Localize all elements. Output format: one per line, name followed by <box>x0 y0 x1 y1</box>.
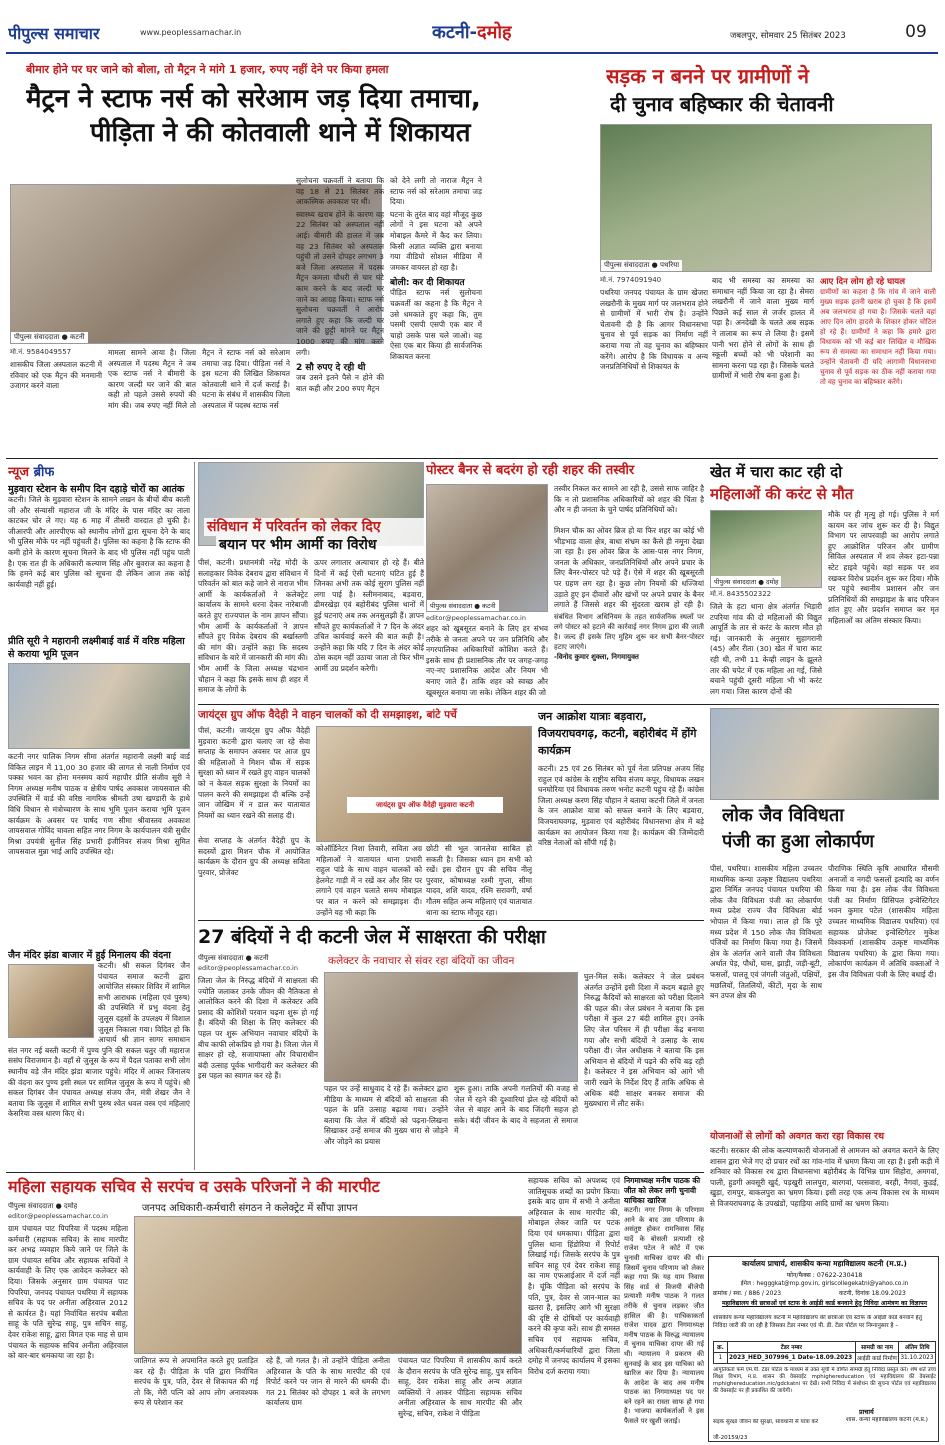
story1-col3: मैट्रन ने स्टाफ नर्स को सरेआम तमाचा जड़ दिया। पीड़िता नर्स ने इस घटना की लिखित शिकायत कोतवाली थाने में दर्ज कराई है। घटना के संबंध में शासकीय जिला अस्पताल में पदस्थ स्टाफ नर्स <box>202 348 290 410</box>
story11-email: editor@peoplessamachar.co.in <box>8 1212 108 1220</box>
story4-quote-by: -विनोद कुमार शुक्ला, निगमायुक्त <box>554 653 639 661</box>
section-title-left: कटनी- <box>432 22 478 43</box>
story8-col1: पीसं, पथरिया। शासकीय महिला उच्चतर माध्यमिक कन्या उत्कृष्ट विद्यालय पथरिया द्वारा निर्मित जनपद पंचायत पथरिया की लोक जैव विविधता पंजी का लोकार्पण मध्य प्रदेश राज्य जैव विविधता बोर्ड भोपाल में किया गया। लाल हो कि पूरे मध्य प्रदेश में 150 लोक जैव विविधता पंजियों का निर्माण किया गया है। जिसमें क्षेत्र के अंतर्गत आने वाली जैव विविधता अर्थात पेड़, पौधों, घास, झाड़ी, जड़ी-बूटी, फसलों, पालतू एवं जंगली जंतुओं, पक्षियों, मछलियों, तितलियों, कीटों, मृदा के साथ बन उपज क्षेत्र की <box>710 864 822 1001</box>
story10-email: editor@peoplessamachar.co.in <box>198 964 298 972</box>
news-brief <box>6 462 192 1170</box>
story1-col4-para3: जब उसने इतने पैसे न होने की बात कही और 200 रुपए मैट्रन <box>296 373 384 393</box>
story-bhim-army <box>198 462 424 702</box>
story-biodiversity-register <box>708 708 939 1128</box>
story1-kicker: बीमार होने पर घर जाने को बोला, तो मैट्रन ने मांगे 1 हजार, रुपए नहीं देने पर किया हमला <box>26 63 389 76</box>
story-matron-slap <box>6 58 592 458</box>
masthead-website: www.peoplessamachar.in <box>140 28 242 37</box>
story1-mobile: मो.नं. 9584049557 <box>10 348 72 356</box>
notice-table-cell: 1 <box>714 1353 728 1364</box>
story10-headline: 27 बंदियों ने दी कटनी जेल में साक्षरता की परीक्षा <box>198 926 546 948</box>
story10-photo <box>324 972 578 1082</box>
story11-photo-caption: पीपुल्स संवाददाता ● दमोह <box>8 1202 78 1210</box>
news-brief-item3-photo <box>8 964 94 1038</box>
story-jan-aakrosh <box>536 708 704 918</box>
story-jail-literacy <box>198 924 704 1170</box>
story2-col1: पथरिया जनपद पंचायत के ग्राम खेजरा लखरौनी के मुख्य मार्ग पर जलभराव होने से ग्रामीणों में भारी रोष है। उन्होंने चेतावनी दी है कि आगर विधानसभा चुनाव से पूर्व सड़क का निर्माण नहीं कराया गया तो वह चुनाव का बहिष्कार करेंगे। आरोप है कि विधायक व अन्य जनप्रतिनिधियों से शिकायत के <box>600 288 708 372</box>
notice-table <box>713 1341 936 1364</box>
story2-headline-line1: सड़क न बनने पर ग्रामीणों ने <box>606 64 809 88</box>
story11-col5: सहायक सचिव को अपशब्द एवं जातिसूचक शब्दों का प्रयोग किया। इसके बाद ग्राम में सभी ने अनीता अहिरवाल के साथ मारपीट की, मोबाइल लेकर जाति पर पटक दिया एवं धमकाया। पीड़िता द्वारा पुलिस थाना हिंडोरिया में रिपोर्ट लिखाई गई। जिसके सरपंच के पुत्र सचिन साहू एवं देवर राकेश साहू का नाम एफआईआर में दर्ज नहीं है। चूंकि पीड़िता को सरपंच के पति, पुत्र, देवर से जान-माल का खतरा है, इसलिए आगे भी सुरक्षा की दृष्टि से दोषियों पर कार्यवाही करने की कृपा करें। साथ ही समस्त सचिव एवं सहायक सचिव, अधिकारी/कर्मचारियों द्वारा जिला दमोह में जनपद कार्यालय में इसका विरोध दर्ज कराया गया। <box>528 1176 620 1376</box>
notice-table-header-row <box>714 1342 936 1353</box>
news-brief-item3 <box>8 948 190 1170</box>
story3-col2: ऊपर लगातार अत्याचार हो रहे हैं। बीते दिनों में कई ऐसी घटनाएं घटित हुई हैं जिनका अभी तक कोई सुराग पुलिस नहीं लगा पाई है। स्लीमनाबाद, बड़वारा, ढीमरखेड़ा एवं बहोरीबंद पुलिस थानों में हुई घटनाएं अब तक अनसुलझी हैं। ज्ञापन सौंपते हुए कार्यकर्ताओं ने 7 दिन के अंदर उचित कार्यवाई करने की बात कही है। उन्होंने कहा कि यदि 7 दिन के अंदर कोई ठोस कदम नहीं उठाया जाता तो फिर भीम आर्मी उग्र प्रदर्शन करेगी। <box>314 558 424 673</box>
story6-col2: सेवा सप्ताह के अंतर्गत वैदेही ग्रुप के सदस्यों द्वारा मिशन चौक में आयोजित कार्यक्रम के दौरान ग्रुप की अध्यक्ष सविता पुरवार, प्रोजेक्ट <box>198 836 310 877</box>
story8-headline-line2: पंजी का हुआ लोकार्पण <box>722 831 875 852</box>
news-brief-item1 <box>8 482 190 632</box>
story4-quote-text: संबंधित विभाग अधिनियम के तहत सार्वजनिक स्थलों पर लगे पोस्टर को हटाने की कार्रवाई नगर निगम द्वारा की जाती है। जल्द ही इसके लिए मुहिम शुरू कर सभी बैनर-पोस्टर हटाए जाएंगे। <box>554 613 704 651</box>
story-assistant-secretary-assault <box>6 1176 522 1442</box>
notice-ref-date: कटनी, दिनांक 18.09.2023 <box>839 1290 906 1297</box>
story12-body: कटनी। नगर निगम के परिणाम आने के बाद उस परिणाम के असंतुष्ट होकर रामनिवास सिंह यादें के बोसली प्रत्याशी रहे राजेश पटेल ने कोर्ट में एक चुनावी याचिका दायर की थी। जिसमें चुनाव परिणाम को लेकर कहा गया कि यह याम निवास सिंह वार्ड से विजयी बीजेपी प्रत्याशी मनीष पाठक ने गलत तरीके से चुनाव लड़कर जीत हासिल की है। याचिकाकर्ता राजेश यादव द्वारा निगमाध्यक्ष मनीष पाठक के विरुद्ध न्यायालय में चुनाव याचिका दायर की गई थी। न्यायालय ने प्रकरण की सुनवाई के बाद इस याचिका को खारिज कर दिया है। न्यायालय के आदेश के बाद अब मनीष पाठक का निगमाध्यक्ष पद पर बने रहने का रास्ता साफ हो गया है। भाजपा कार्यकर्ताओं ने इस फैसले पर खुशी जताई। <box>624 1206 704 1426</box>
story1-col5-para3: पीड़ित स्टाफ नर्स सुलोचना चक्रवर्ती का कहना है कि मैट्रन ने उसे धमकाते हुए कहा कि, तुम पसमी एसपी एसपी एक बार में चाहो उसके पास चले जाओ। वह ऐसा एक बार किया ही सार्वजनिक शिकायत करना <box>390 288 482 361</box>
notice-table-cell: आईडी कार्ड निर्माण <box>855 1353 899 1364</box>
story2-headline-line2: दी चुनाव बहिष्कार की चेतावनी <box>610 92 834 116</box>
story2-box <box>820 276 936 448</box>
story1-headline-line1: मैट्रन ने स्टाफ नर्स को सरेआम जड़ दिया तमाचा, <box>26 84 481 114</box>
story4-col2b: मिशन चौक का ओवर ब्रिज हो या फिर शहर का कोई भी भीड़भाड़ वाला क्षेत्र, बाधा संभ्रम का कैसे ही नमूना देखा जा रहा है। इस ओवर ब्रिज के आस-पास नगर निगम, जनता के अधिकार, जनप्रतिनिधियों और अपने प्रचार के लिए बैनर-पोस्टर पटे पड़े हैं। ऐसे में शहर की खूबसूरती पर ग्रहण लग रहा है। कुछ लोग नियमों की धज्जियां उड़ाते हुए इन दीवारों और खंभों पर अपने प्रचार के बैनर लगाते हैं जिससे शहर की सुंदरता खराब हो रही है। <box>554 526 704 610</box>
story5-mobile: मो.नं. 8435502322 <box>710 590 772 598</box>
notice-signatory: प्राचार्य <box>859 1408 874 1416</box>
story6-headline: जायंट्स ग्रुप ऑफ वैदेही ने वाहन चालकों को दी समझाइश, बांटे पर्चे <box>198 709 457 721</box>
notice-table-header: सामग्री का नाम <box>855 1342 899 1353</box>
notice-tagline: सड़क सुरक्षा जीवन की सुरक्षा, सावधानी से यात्रा करें <box>713 1419 819 1425</box>
section-title <box>432 20 512 44</box>
notice-title: कार्यालय प्राचार्य, शासकीय कन्या महाविद्यालय कटनी (म.प्र.) <box>742 1259 907 1268</box>
notice-ref-no: क्रमांक / स्था. / 886 / 2023 <box>713 1290 782 1297</box>
notice-intro: शासकीय कन्या महाविद्यालय कटनी में महाविद्यालय की छात्राओं एवं स्टाफ के आईडी कार्ड बनवाने हेतु निविदा जारी की जा रही है जिसका टेंडर नम्बर एवं पी. डी. टेंडर पोर्टल पर निम्नानुसार है – <box>713 1315 922 1329</box>
story11-col1: ग्राम पंचायत पाट पिपरिया में पदस्थ महिला कर्मचारी (सहायक सचिव) के साथ मारपीट कर अभद्र व्यवहार किये जाने पर जिले के ग्राम पंचायत सचिव और सहायक सचिवों ने कार्यवाही के लिए एक आवेदन कलेक्टर को दिया। जिसके अनुसार ग्राम पंचायत पाट पिपरिया, जनपद पंचायत पथरिया में सहायक सचिव के पद पर अनीता अहिरवाल 2012 से कार्यरत है। यहां निर्वाचित सरपंच बबीता साहू के पति सुरेन्द्र साहू, पुत्र सचिन साहू, देवर राकेश साहू, द्वारा विगत एक माह से ग्राम पंचायत के सहायक सचिव अनीता अहिरवाल को बार-बार धमकाया जा रहा है। <box>8 1224 128 1361</box>
story10-photo-caption: पीपुल्स संवाददाता ● कटनी <box>198 954 269 962</box>
story2-box-text: ग्रामीणों का कहना है कि गांव में जाने वाली मुख्य सड़क इतनी खराब हो चुका है कि इसमें अब जलभराव हो गया है। जिसके चलते वहां आए दिन लोग हादसे के शिकार होकर चोटिल हो रहे हैं। ग्रामीणों ने कहा कि हमारे द्वारा विधायक को भी कई बार लिखित व मौखिक रूप से समस्या का समाधान नहीं किया गया। उन्होंने चेतावनी दी यदि आगामी विधानसभा चुनाव से पूर्व सड़क का ठीक नहीं कराया गया तो वह चुनाव का बहिष्कार करेंगे। <box>820 288 936 386</box>
notice-signatory-org: शास. कन्या महाविद्यालय कटनी (म.प्र.) <box>846 1417 928 1423</box>
story4-quote <box>554 612 704 702</box>
story4-headline: पोस्टर बैनर से बदरंग हो रही शहर की तस्वीर <box>426 463 635 478</box>
news-brief-item3-body: कटनी। श्री सकल दिगंबर जैन पंचायत समाज कटनी द्वारा आयोजित संस्कार शिविर में शामिल सभी आराधक (महिला एवं पुरुष) की उपस्थिति में प्रभु वंदना हेतु जुलूस दहसों के उपलक्ष्य में विशाल जुलूस निकाला गया। विदित हो कि आचार्य श्री ज्ञान सागर समाधान संत नगर नई बस्ती कटनी में पुण्य पुनि की सकल चतुर जी महाराज ससंघ विराजमान है। वहाँ से जुलूस के रूप में पैदल पताका सभी लोग स्थानीय वड़े जैन मंदिर झंडा बाजार पहुंचे। मंदिर में आकर जिनालय की वंदना कर पुण्य इसी स्थल पर सामिल जुलूस के रूप में पहुंचे। श्री सकल दिगंबर जैन पंचायत अध्यक्ष संजय जैन, मंत्री शेखर जैन ने बताया कि जुलूस में शामिल सभी पुरुष श्वेत धवल वस्त्र एवं महिलाएं केसरिया वस्त्र धारण किए थे। <box>8 961 190 1119</box>
section-title-right: दमोह <box>477 22 512 43</box>
story6-photo <box>316 726 532 842</box>
story-vikas-rath <box>708 1130 939 1254</box>
story2-photo-caption: पीपुल्स संवाददाता ● पथरिया <box>601 260 682 271</box>
notice-ad-code: जी-20159/23 <box>713 1435 748 1441</box>
story12-headline: निगमाध्यक्ष मनीष पाठक की जीत को लेकर लगी चुनावी याचिका खारिज <box>624 1176 701 1205</box>
news-brief-item2-photo <box>8 663 190 749</box>
story8-photo <box>710 708 939 800</box>
story4-photo <box>426 484 548 612</box>
story4-email: editor@peoplessamachar.co.in <box>426 614 526 622</box>
story3-headline-line2: बयान पर भीम आर्मी का विरोध <box>216 536 424 554</box>
story1-col4 <box>296 176 384 416</box>
story2-mobile: मो.नं. 7974091940 <box>600 276 662 284</box>
story9-body: कटनी। सरकार की लोक कल्याणकारी योजनाओं से आमजन को अवगत कराने के लिए शासन द्वारा भेजे गए दो प्रचार रथों का गांव-गांव में भ्रमण किया जा रहा है। इसी कड़ी में शनिवार को विकास रथ द्वारा विधानसभा बहोरीबंद के विभिन्न ग्राम सिहोरा, अमगवां, पाली, हुडगी अवसूरी खुर्द, पड़खुरी लालपुरा, बारगवां, परसवारा, बरही, नैगवां, कुड़ई, खुड़ा, रामपुर, बाकलपुरा का भ्रमण किया। इसी तरह एक अन्य विकास रथ के माध्यम से विजयराघवगढ़ के उपखंडों, पहाड़िया आदि ग्रामों का भ्रमण किया। <box>710 1146 939 1208</box>
story6-banner: जायंट्स ग्रुप ऑफ वैदेही मुड़वारा कटनी <box>347 797 503 813</box>
story4-col2a: तस्वीर निकल कर सामने आ रही है, उससे साफ जाहिर है कि न तो प्रशासनिक अधिकारियों को शहर की चिंता है और न ही जनता के चुने पार्षद प्रतिनिधियों को। <box>554 484 704 515</box>
news-brief-item1-body: कटनी। जिले के मुड़वारा स्टेशन के सामने लखन के बीचों बीच काली जी और संन्यासी महाराज जी के मंदिर के पास मंदिर का ताला काटकर चोर ले गए। यह 6 माह में तीसरी वारदात हो चुकी है। जीआरपी और आरपीएफ को स्थानीय लोगों द्वारा सूचना देने के बाद भी पुलिस मौके पर नहीं पहुंचती है। पुलिस का कहना है कि स्टाफ की कमी होने के कारण सूचना मिलने के बाद भी पुलिस नहीं पहुंच पाती है। एक रात ही के अधिकारी कल्याण सिंह और बुवराज का कहना है कि हमने कई बार पुलिस को सूचना दी लेकिन आज तक कोई कार्यवाही नहीं हुई। <box>8 495 190 589</box>
notice-footer-text: आपूर्तिकर्ता फर्म एम.पी. टेंडर पोर्टल के माध्यम से उक्त सूची में वर्णित सामग्री हेतु निविदा प्रस्तुत करें। शेष शर्तें उच्च शिक्षा विभाग, म.प्र. शासन की वेबसाईट mphighereducation एवं महाविद्यालय की वेबसाईट mphighereducation.nic/gdckatni पर देखें। सभी निविदा में संशोधन की सूचना पोर्टल एवं महाविद्यालय की वेबसाईट पर ही प्रकाशित की जायेगी। <box>713 1367 936 1394</box>
story8-headline-line1: लोक जैव विविधता <box>722 805 844 826</box>
story7-headline: जन आक्रोश यात्राः बड़वारा, विजयराघवगढ़, कटनी, बहोरीबंद में होंगे कार्यक्रम <box>538 710 697 757</box>
story1-col5-para2: घटना के तुरंत बाद वहां मौजूद कुछ लोगों ने इस घटना को अपने मोबाइल कैमरे में कैद कर लिया। किसी अज्ञात व्यक्ति द्वारा बनाया गया वीडियो सोशल मीडिया में जमकर वायरल हो रहा है। <box>390 209 482 272</box>
story1-col4-para1: सुलोचना चक्रवर्ती ने बताया कि वह 18 से 21 सितंबर तक आकस्मिक अवकाश पर थीं। <box>296 176 384 207</box>
news-brief-item2-body: कटनी नगर पालिक निगम सीमा अंतर्गत महारानी लक्ष्मी बाई वार्ड विकित लाइन में 11,00 30 हजार की लागत से नाली निर्माण एवं पक्का भवन का होना मनस्मय कार्य महापौर प्रीति संजीव सूरी ने निगम अध्यक्ष मनीष पाठक व क्षेत्रीय पार्षद अवकाश जायसवाल की उपस्थिति में वार्ड की वरिष्ठ नागरिक श्रीमती उषा खण्डारी के हाथे विधि विधान से मंत्रोच्चारण के साथ भूमि पूजन कराया भूमि पूजन कार्यक्रम के अवसर पर पार्षद गण सीमा श्रीवास्तव अवकाश जायसवाल गोविंद चावला सहित नगर निगम के कार्यपालन यंत्री सुधीर मिश्रा उपयंत्री सुनील सिंह प्रभारी इंजीनियर संजय मिश्रा सुमित जायसवाल मुन्ना भाई आदि उपस्थित रहे। <box>8 752 190 857</box>
story11-subhead: जनपद अधिकारी-कर्मचारी संगठन ने कलेक्ट्रेट में सौंपा ज्ञापन <box>142 1203 358 1214</box>
story1-col5-para1: को देने लगी तो नाराज मैट्रन ने स्टाफ नर्स को सरेआम तमाचा जड़ दिया। <box>390 176 482 207</box>
news-brief-item2-head: प्रीति सूरी ने महारानी लक्ष्मीबाई वार्ड में वरिष्ठ महिला से कराया भूमि पूजन <box>8 636 185 660</box>
news-brief-label <box>8 462 54 480</box>
story7-body: कटनी। 25 एवं 26 सितंबर को पूर्व नेता प्रतिपक्ष अजय सिंह राहुल एवं कांग्रेस के राष्ट्रीय सचिव संजय कपूर, विधायक लखन घनघोरिया एवं विधायक तरुण भनोट कटनी पहुंच रहे हैं। कांग्रेस जिला अध्यक्ष करण सिंह चौहान ने बताया कटनी जिले में जनता के जन आक्रोश यात्रा को सफल बनाने के लिए बड़वारा, विजयराघवगढ़, मुड़वारा एवं बहोरीबंद विधानसभा क्षेत्र में बड़े कार्यक्रम का आयोजन किया गया है। कार्यक्रम की जिम्मेदारी वरिष्ठ नेताओं को सौंपी गई है। <box>538 764 704 848</box>
notice-head: महाविद्यालय की छात्राओं एवं स्टाफ के आईडी कार्ड बनवाने हेतु निविदा आमंत्रण का विज्ञापन <box>721 1300 928 1307</box>
story2-col2: बाद भी समस्या का समस्या का समाधान नहीं किया जा रहा है। सेमरा लखरौनी में जाने वाला मुख्य मार्ग पिछले कई साल से जर्जर हालत में पड़ा है। अनदेखी के चलते अब सड़क ने तालाब का रूप ले लिया है। इसमें पानी भरा होने से लोगों के साथ ही स्कूली बच्चों को भी परेशानी का सामना करना पड़ रहा है। जिसके चलते ग्रामीणों में भारी रोष बना हुआ है। <box>712 276 814 381</box>
story6-col4: छोटी सी भूल जानलेवा साबित हो सकती है। जिसका ध्यान हम सभी को रखें। इस दौरान ग्रुप की सचिव नीलू पुरवार, कोषाध्यक्ष रश्मी गुप्ता, सीमा यादव, शशि यादव, रश्मि सरावगी, वर्षा गौतम सहित अन्य महिलाएं एवं यातायात थाना का स्टाफ मौजूद रहा। <box>426 844 532 917</box>
story5-photo-caption: पीपुल्स संवाददाता ● दमोह <box>711 576 781 587</box>
story10-col2: पहल पर उन्हें साधुवाद दे रहे हैं। कलेक्टर द्वारा मीडिया के माध्यम से बंदियों को साक्षरता की पहल के प्रति उत्साह बढ़ाया गया। उन्होंने बताया कि जेल में बंदियों को पढ़ना-लिखना सिखाकर उन्हें समाज की मुख्य धारा से जोड़ने और जोड़ने का प्रयास <box>324 1084 448 1146</box>
story2-box-head: आए दिन लोग हो रहे घायल <box>820 277 905 287</box>
story1-col1: शासकीय जिला अस्पताल कटनी में रविवार को एक मैट्रन की मनमानी उजागर करने वाला <box>10 360 102 391</box>
story11-col4: पंचायत पाट पिपरिया में शासकीय कार्य करते के दौरान सरपंच के पति सुरेन्द्र साहू, पुत्र सचिन साहू, देवर राकेश साहू और अन्य अज्ञात व्यक्तियों ने आकर पीड़िता सहायक सचिव अनीता अहिरवाल के साथ मारपीट की और सुरेन्द्र, सचिन, राकेश ने पीड़िता <box>398 1356 522 1418</box>
news-brief-label-a: न्यूज <box>8 465 30 480</box>
news-brief-item2 <box>8 634 190 946</box>
masthead-logo: पीपुल्स समाचार <box>8 24 100 43</box>
story1-headline-line2: पीड़िता ने की कोतवाली थाने में शिकायत <box>90 118 471 148</box>
story1-subhead1: 2 सौ रुपए दे रही थी <box>296 363 366 374</box>
story10-subhead: कलेक्टर के नवाचार से संवर रहा बंदियों का जीवन <box>328 955 515 967</box>
story3-col1: पीसं, कटनी। प्रधानमंत्री नरेंद्र मोदी के सलाहकार विवेक देबराय द्वारा संविधान में परिवर्तन को बात कहे जाने से नाराज भीम आर्मी के कार्यकर्ताओं ने कलेक्ट्रेट कार्यालय के सामने धरना देकर नारेबाजी करते हुए राज्यपाल के नाम ज्ञापन सौंपा। भीम आर्मी के कार्यकर्ताओं ने ज्ञापन सौंपते हुए विवेक देबराय की बर्खास्तगी की मांग की। उन्होंने कहा कि सदस्य संविधान के बारे में जानकारी की मांग की। भीम आर्मी के जिला अध्यक्ष चंद्रभान चौहान ने कहा कि इसके साथ ही शहर में समाज के लोगों के <box>198 558 308 695</box>
story11-headline: महिला सहायक सचिव से सरपंच व उसके परिजनों ने की मारपीट <box>8 1177 380 1196</box>
story5-photo <box>710 510 822 588</box>
story1-photo-caption: पीपुल्स संवाददाता ● कटनी <box>11 332 88 343</box>
story10-col3: शुरू हुआ। ताकि अपनी गलतियों की वजह से जेल में रहने की दुश्वारियां झेल रहे बंदियों को जेल से बाहर आने के बाद जिंदगी सहज हो सके। बंदी जीवन के बाद वे सहजता से समाज में <box>454 1084 578 1136</box>
story10-col1: जिला जेल के निरुद्ध बंदियों में साक्षरता की ज्योति जलाकर उनके जीवन की नैतिकता से आलोकित करने की दिशा में कलेक्टर अवि प्रसाद की कोशिशें परवान चढ़ना शुरू हो गई हैं। बंदियों की शिक्षा के लिए कलेक्टर की पहल पर शुरू अभियान नवाचार बंदियों के बीच काफी लोकप्रिय हो गया है। जिला जेल में साक्षर हो रहे, सजायाफ्ता और विचाराधीन बंदी उत्साह पूर्वक भागीदारी कर कलेक्टर की इस पहल का स्वागत कर रहे हैं। <box>198 976 318 1081</box>
story11-col3: रहे हैं, जो गलत है। तो उन्होंने पीड़िता अनीता अहिरवाल के पति के साथ मारपीट की एवं रिपोर्ट करने पर जान से मारने की धमकी दी। गत 21 सितंबर को दोपहर 1 बजे के लगभग कार्यालय ग्राम <box>266 1356 390 1408</box>
story1-subhead2: बोली: कर दी शिकायत <box>390 278 465 289</box>
story1-col4-para2: स्वास्थ्य खराब होने के कारण वह 22 सितंबर को अस्पताल नहीं आई। बीमारी की हालत में जब वह 23 सितंबर को अस्पताल पहुंची तो उसने दोपहर लगभग 3 बजे जिला अस्पताल में पदस्थ मैट्रन कमला चौधरी से चार घंटे काम करने के बाद जल्दी घर जाने का आग्रह किया। स्टाफ नर्स सुलोचना चक्रवर्ती ने आरोप लगाते हुए कहा कि जल्दी घर जाने की छुट्टी मांगने पर मैट्रन 1000 रुपए की मांग करने लगी। <box>296 209 384 357</box>
story-poster-banner <box>426 462 704 702</box>
story3-headline-line1: संविधान में परिवर्तन को लेकर दिए <box>204 518 424 536</box>
story6-col3: कोऑर्डिनेटर निशा तिवारी, सविता अग्र महिलाओं ने यातायात थाना प्रभारी राहुल पांडे के साथ वाहन चालकों को हेलमेट गाड़ी में न रखें कर और सिर पर लगाने एवं वाहन चलाते समय मोबाइल पर बात न करने को समझाइश दी। उन्होंने यह भी कहा कि <box>316 844 422 917</box>
story5-headline-line1: खेत में चारा काट रही दो <box>710 463 843 481</box>
notice-table-cell: 2023_HED_307996_1 Date-18.09.2023 <box>728 1353 856 1364</box>
story-women-electrocuted <box>708 462 939 702</box>
story1-col5 <box>390 176 482 416</box>
notice-table-header: अंतिम तिथि <box>899 1342 936 1353</box>
story10-col4: घुल-मिल सकें। कलेक्टर ने जेल प्रबंधन अंतर्गत उन्होंने इसी दिशा में कदम बढ़ाते हुए निरुद्ध कैदियों को साक्षरता को परीक्षा दिलाने की पहल की। जेल प्रबंधन ने बताया कि इस परीक्षा में कुल 27 बंदी शामिल हुए। उनके लिए जेल परिसर में ही परीक्षा केंद्र बनाया गया और सभी बंदियों ने उत्साह के साथ परीक्षा दी। जेल अधीक्षक ने बताया कि इस अभियान से बंदियों में पढ़ने की रुचि बढ़ रही है। कलेक्टर ने इस अभियान को आगे भी जारी रखने के निर्देश दिए हैं ताकि अधिक से अधिक बंदी साक्षर बनकर समाज की मुख्यधारा में लौट सकें। <box>584 972 704 1109</box>
tender-notice <box>708 1256 939 1442</box>
notice-email: ईमेल : hegggkat@mp.gov.in, girlscollegekatni@yahoo.co.in <box>740 1281 909 1287</box>
table-row <box>714 1353 936 1364</box>
story5-col1: जिले के हटा थाना क्षेत्र अंतर्गत भिड़ारी टपरिया गांव की दो महिलाओं की विद्युत आपूर्ति के तार से करंट के कारण मौत हो गई। जानकारी के अनुसार सुहागरानी (45) और रीता (30) खेत में चारा काट रही थी, तभी 11 केव्ही लाइन के झूलते तार की चपेट में एक महिला आ गई, जिसे बचाने पहुंची दूसरी महिला भी भी करंट लग गया। जिस कारण दोनों की <box>710 602 822 696</box>
story11-photo <box>134 1216 522 1354</box>
story-giants-group <box>198 708 532 918</box>
story11-col2: जातिगत रूप से अपमानित करते हुए प्रताड़ित कर रहे हैं। पीड़िता के पति द्वारा निर्वाचित सरपंच के पुत्र, पति, देवर से शिकायत की गई तो कि, मेरी पत्नि को आप लोग अनावश्यक रूप से परेशान कर <box>134 1356 258 1408</box>
dateline: जबलपुर, सोमवार 25 सितंबर 2023 <box>730 31 846 41</box>
masthead <box>0 0 945 56</box>
story1-col2: मामला सामने आया है। जिला अस्पताल में पदस्थ मैट्रन ने जब एक स्टाफ नर्स ने बीमारी के कारण जल्दी घर जाने की बात कही तो पहले उससे रुपयों की मांग की। जब रुपए नहीं मिले तो <box>108 348 196 410</box>
story4-photo-caption: पीपुल्स संवाददाता ● कटनी <box>427 600 499 611</box>
story5-col2: मौके पर ही मृत्यु हो गई। पुलिस ने मर्ग कायम कर जांच शुरू कर दी है। विद्युत विभाग पर लापरवाही का आरोप लगाते हुए आक्रोशित परिजन और ग्रामीण सिविल अस्पताल में शव लेकर हटा-पन्ना स्टेट हाइवे पहुंचे। वहां सड़क पर शव रखकर विरोध प्रदर्शन शुरू कर दिया। मौके पर पहुंचे स्थानीय प्रशासन और जन प्रतिनिधियों की समझाइश के बाद परिजन शांत हुए और प्रदर्शन समाप्त कर मृत महिलाओं का अंतिम संस्कार किया। <box>828 510 939 625</box>
story9-headline: योजनाओं से लोगों को अवगत करा रहा विकास रथ <box>710 1131 885 1142</box>
story4-col1: शहर को खूबसूरत बनाने के लिए हर संभव तरीके से जनता अपने पर जन प्रतिनिधि और नगरपालिका अधिकारियों कोशिश करते हैं। इसके साथ ही प्रशासनिक तौर पर जगह-जगह नए-नए प्रशासनिक आदेश और नियम भी बनाए जाते हैं। ताकि शहर को स्वच्छ और खूबसूरत बनाया जा सके। लेकिन शहर की जो <box>426 624 548 697</box>
story5-headline-line2: महिलाओं की करंट से मौत <box>710 485 854 503</box>
page-number: 09 <box>905 22 927 42</box>
notice-table-header: टेंडर नम्बर <box>728 1342 856 1353</box>
notice-table-cell: 31.10.2023 <box>899 1353 936 1364</box>
story-road-boycott <box>596 58 939 458</box>
story-election-petition <box>624 1176 704 1442</box>
news-brief-label-b: ब्रीफ <box>33 465 55 480</box>
news-brief-item3-head: जैन मंदिर झंडा बाजार में हुई मिनालय की वंदना <box>8 950 171 961</box>
story6-col1: पीसं, कटनी। जायंट्स ग्रुप ऑफ वैदेही मुड़वारा कटनी द्वारा चलाए जा रहे सेवा सप्ताह के समापन अवसर पर आज ग्रुप की महिलाओं ने मिशन चौक में सड़क सुरक्षा को ध्यान में रखते हुए वाहन चालकों को न केवल सड़क सुरक्षा के नियमों का पालन करने की समझाइश दी बल्कि उन्हें जान जोखिम में न डाल कर यातायात नियमों का ध्यान रखने की सलाह दी। <box>198 726 310 820</box>
notice-table-header: क्र. <box>714 1342 728 1353</box>
notice-phone: फोन/फैक्स : 07622-230418 <box>786 1272 863 1279</box>
news-brief-item1-head: मुड़वारा स्टेशन के समीप दिन दहाड़े चोरों का आतंक <box>8 484 185 495</box>
story8-col2: पौराणिक स्थिति कृषि आधारित मौसमी अनाजों व नगदी फसलों इत्यादि का वर्णन किया गया है। इस लोक जैव विविधता पंजी का निर्माण प्रिंसिपल इन्वेस्टिगेटर भवन कुमार पटेल (शासकीय महिला उच्चतर माध्यमिक विद्यालय पथरिया) एवं सहायक प्रोजेक्ट इन्वेस्टिगेटर मुकेश विश्वकर्मा (शासकीय उत्कृष्ट माध्यमिक विद्यालय पथरिया) के द्वारा किया गया। लोकार्पण कार्यक्रम में अतिथि वक्ताओं ने इस जैव विविधता पंजी के लिए बधाई दी। <box>828 864 939 979</box>
story2-photo <box>600 124 932 272</box>
